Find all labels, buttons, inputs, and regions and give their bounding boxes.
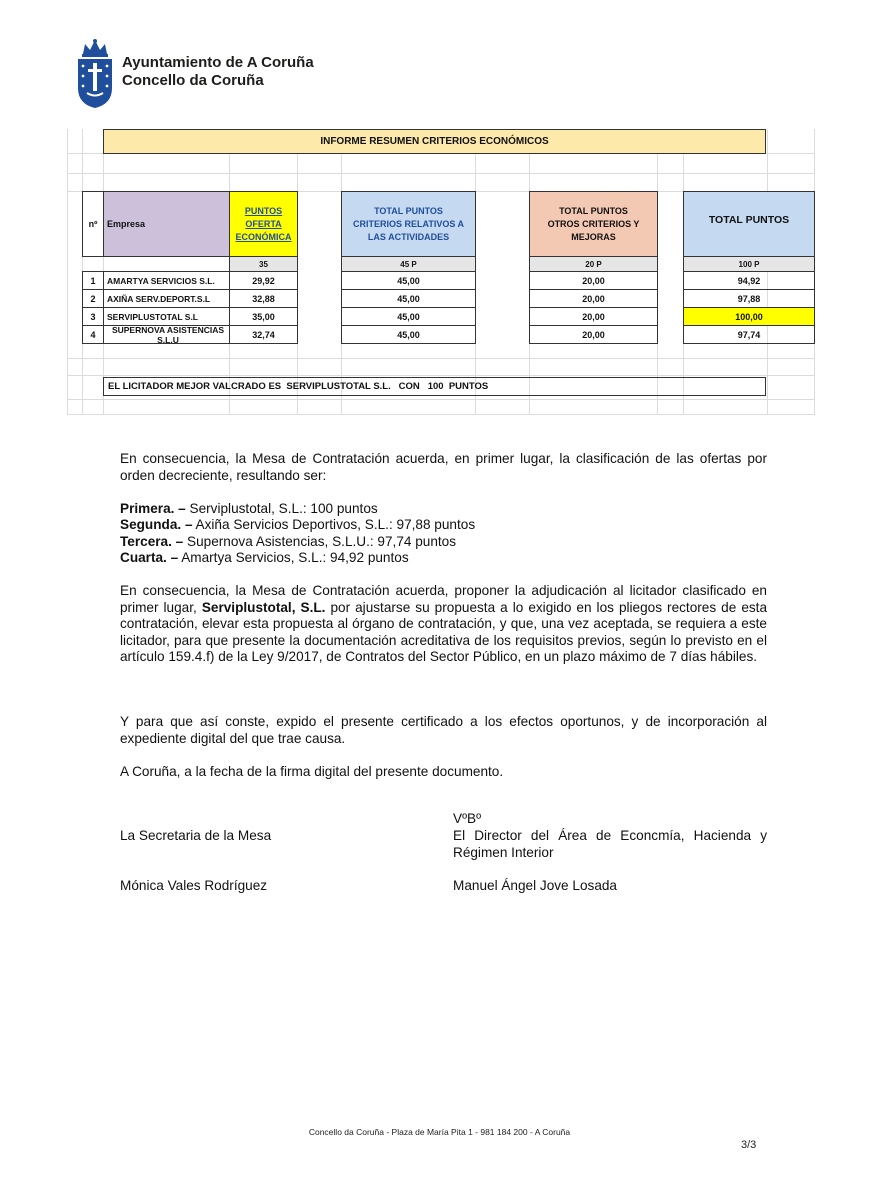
- max-total-criterios: 45 P: [341, 256, 476, 272]
- row-num: 1: [82, 271, 104, 290]
- max-total: 100 P: [683, 256, 815, 272]
- row-otros: 20,00: [529, 289, 658, 308]
- row-num: 2: [82, 289, 104, 308]
- max-otros: 20 P: [529, 256, 658, 272]
- row-criterios: 45,00: [341, 307, 476, 326]
- winner-name: Serviplustotal, S.L.: [201, 599, 326, 615]
- col-header-num: nº: [82, 191, 104, 257]
- row-oferta: 35,00: [229, 307, 298, 326]
- col-header-total: TOTAL PUNTOS: [683, 191, 815, 257]
- adjudication-text-b: por ajustarse su propuesta a lo exigido en los pliegos rectores de esta contratación, elevar esta propuesta al órgano de contratación, y que, una vez aceptada, se requiera a este licitador, para que presente la documentación acreditativa de los requisitos previos, según lo previsto en el artículo 159.4.f) de la Ley 9/2017, de Contratos del Sector Público, en un plazo máximo de 7 días hábiles.: [120, 599, 768, 664]
- row-total: 97,74: [683, 325, 815, 344]
- footer-address: Concello da Coruña - Plaza de María Pita 1 - 981 184 200 - A Coruña: [308, 1127, 571, 1137]
- ranking-label: Cuarta. –: [120, 550, 179, 565]
- ranking-label: Segunda. –: [120, 517, 193, 532]
- row-otros: 20,00: [529, 271, 658, 290]
- date-paragraph: A Coruña, a la fecha de la firma digital del presente documento.: [120, 764, 504, 779]
- secretary-name: Mónica Vales Rodríguez: [120, 878, 268, 893]
- row-num: 4: [82, 325, 104, 344]
- row-empresa: AXIÑA SERV.DEPORT.S.L: [103, 289, 230, 308]
- page-number: 3/3: [741, 1139, 757, 1151]
- row-empresa: SERVIPLUSTOTAL S.L: [103, 307, 230, 326]
- row-criterios: 45,00: [341, 289, 476, 308]
- org-name-gl: Concello da Coruña: [122, 72, 264, 89]
- row-oferta: 32,74: [229, 325, 298, 344]
- row-criterios: 45,00: [341, 271, 476, 290]
- row-oferta: 32,88: [229, 289, 298, 308]
- certificate-paragraph: Y para que así conste, expido el presente certificado a los efectos oportunos, y de incorporación al expediente digital del que trae causa.: [120, 714, 767, 746]
- director-role: El Director del Área de Econcmía, Hacienda y Régimen Interior: [453, 828, 767, 860]
- ranking-item: [120, 550, 409, 567]
- director-name: Manuel Ángel Jove Losada: [453, 878, 617, 893]
- summary-spreadsheet: [67, 129, 815, 415]
- max-puntos-oferta: 35: [229, 256, 298, 272]
- ranking-text: Supernova Asistencias, S.L.U.: 97,74 puntos: [183, 534, 457, 549]
- row-oferta: 29,92: [229, 271, 298, 290]
- ranking-text: Axiña Servicios Deportivos, S.L.: 97,88 puntos: [192, 517, 476, 532]
- row-total: 94,92: [683, 271, 815, 290]
- row-empresa: AMARTYA SERVICIOS S.L.: [103, 271, 230, 290]
- col-header-empresa: Empresa: [103, 191, 230, 257]
- org-name-es: Ayuntamiento de A Coruña: [122, 54, 314, 71]
- sheet-title: INFORME RESUMEN CRITERIOS ECONÓMICOS: [103, 129, 766, 154]
- ranking-text: Amartya Servicios, S.L.: 94,92 puntos: [178, 550, 409, 565]
- coat-of-arms-icon: [75, 38, 115, 110]
- row-num: 3: [82, 307, 104, 326]
- row-total-highlight: 100,00: [683, 307, 815, 326]
- col-header-total-criterios: TOTAL PUNTOS CRITERIOS RELATIVOS A LAS ACTIVIDADES: [341, 191, 476, 257]
- ranking-item: [120, 501, 378, 518]
- adjudication-paragraph: [120, 583, 767, 666]
- row-otros: 20,00: [529, 325, 658, 344]
- vobo-label: VºBº: [453, 811, 482, 826]
- classification-paragraph: En consecuencia, la Mesa de Contratación acuerda, en primer lugar, la clasificación de las ofertas por orden decreciente, resultando ser:: [120, 451, 767, 483]
- row-criterios: 45,00: [341, 325, 476, 344]
- ranking-item: [120, 517, 475, 534]
- row-empresa: SUPERNOVA ASISTENCIAS S.L.U: [103, 325, 230, 344]
- row-total: 97,88: [683, 289, 815, 308]
- ranking-text: Serviplustotal, S.L.: 100 puntos: [185, 501, 378, 516]
- col-header-otros: TOTAL PUNTOS OTROS CRITERIOS Y MEJORAS: [529, 191, 658, 257]
- col-header-puntos-oferta: PUNTOS OFERTA ECONÓMICA: [229, 191, 298, 257]
- ranking-label: Primera. –: [120, 501, 186, 516]
- row-otros: 20,00: [529, 307, 658, 326]
- secretary-role: La Secretaria de la Mesa: [120, 828, 272, 843]
- ranking-item: [120, 534, 456, 551]
- adjudication-text-a: En consecuencia, la Mesa de Contratación acuerda, proponer la adjudicación al licitador clasificado en primer lugar,: [120, 583, 767, 615]
- ranking-label: Tercera. –: [120, 534, 184, 549]
- best-bidder-line: EL LICITADOR MEJOR VALCRADO ES SERVIPLUSTOTAL S.L. CON 100 PUNTOS: [103, 377, 766, 396]
